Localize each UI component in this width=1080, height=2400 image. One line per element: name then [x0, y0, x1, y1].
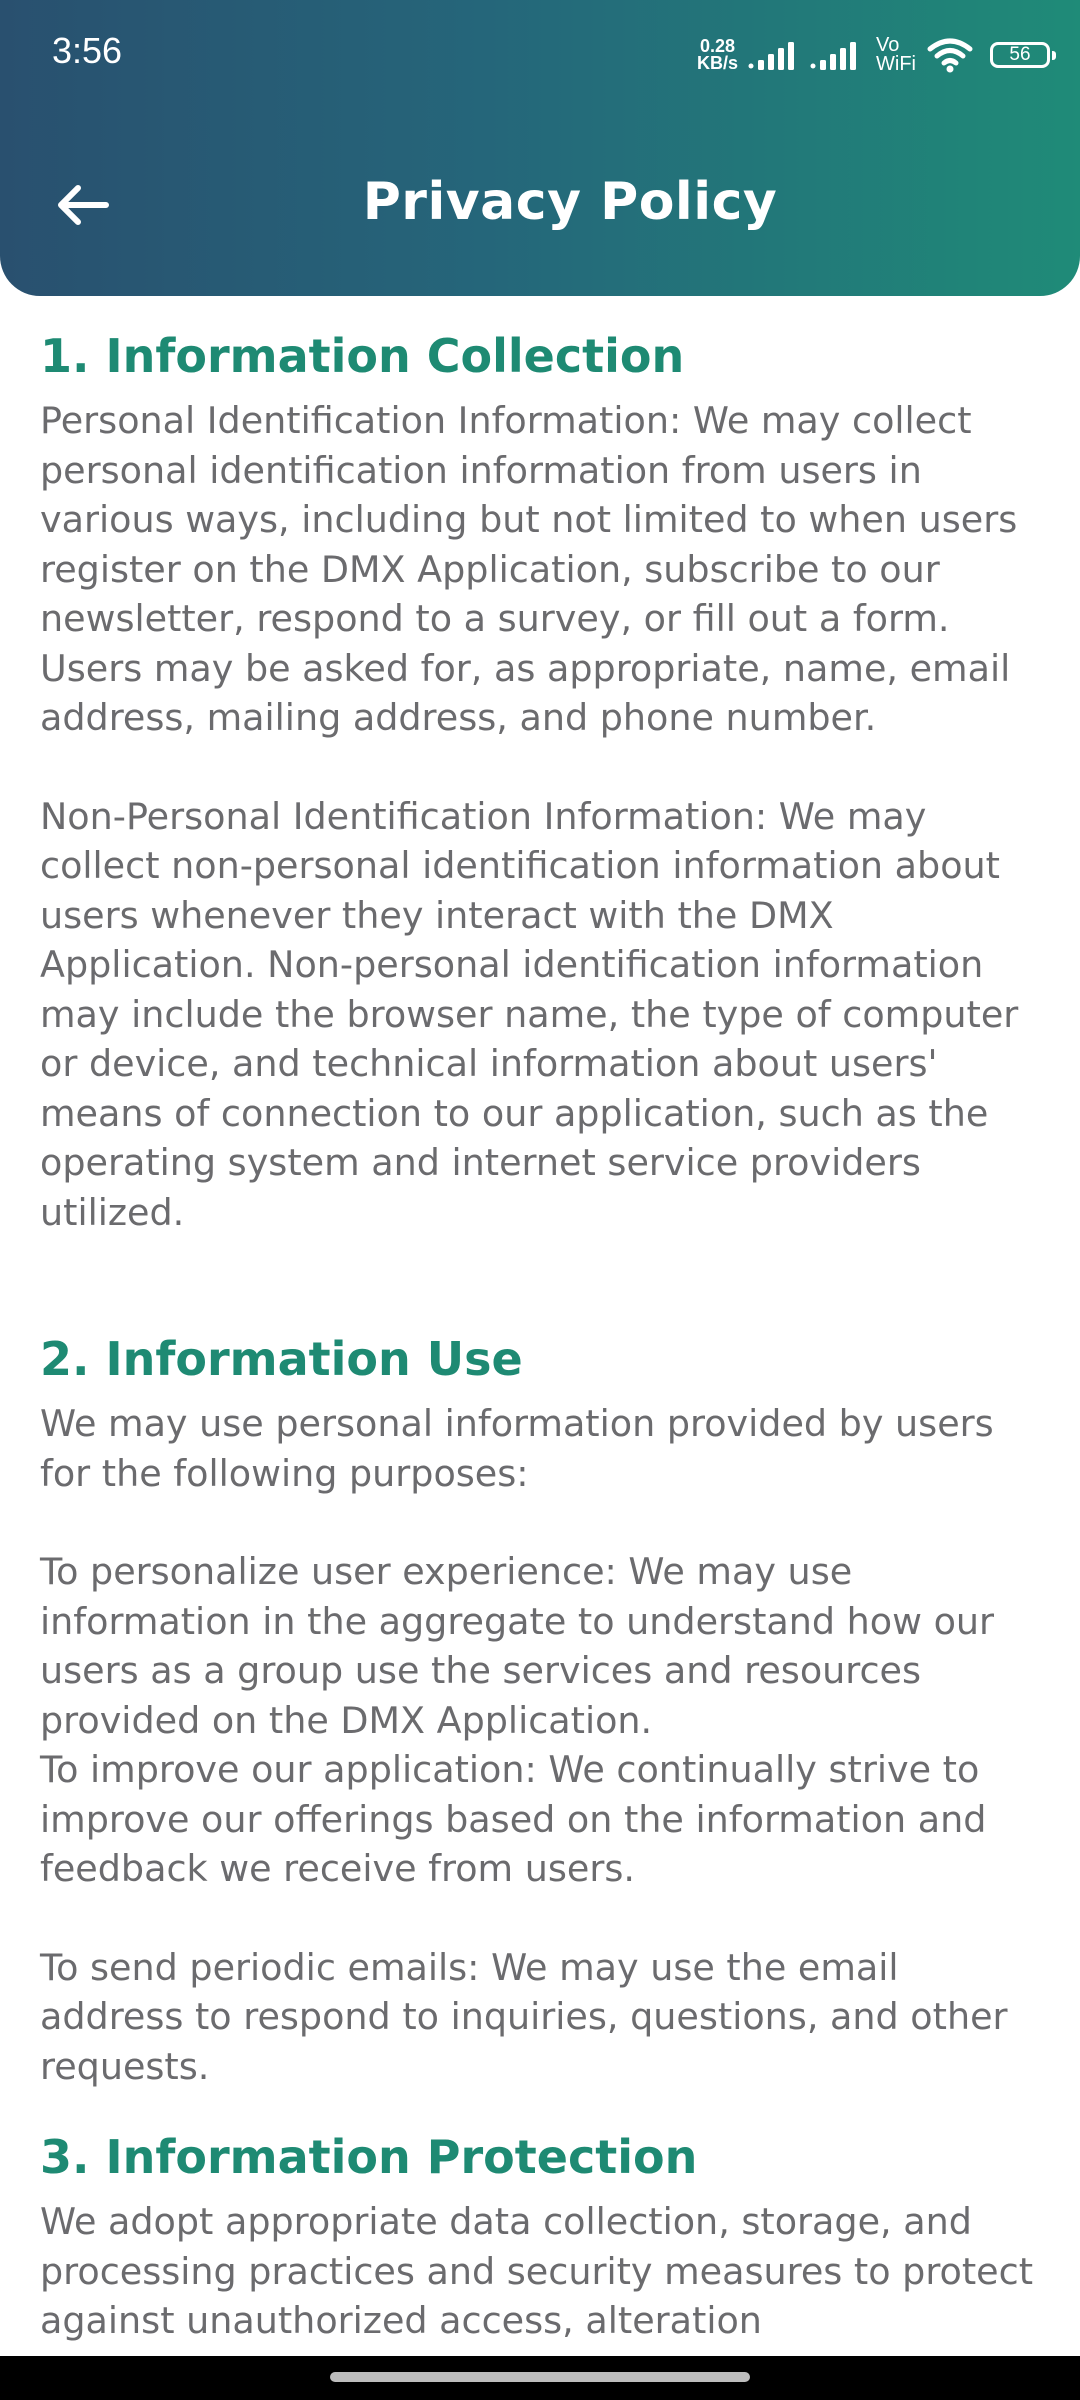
- network-speed-unit: KB/s: [697, 53, 739, 73]
- paragraph-personal-identification: Personal Identification Information: We may collect personal identification information from users in various ways, including but not limited to when users register on the DMX Application, subscribe to our newsletter, respond to a survey, or fill out a form. Users may be asked for, as appropriate, name, email address, mailing address, and phone number.: [40, 399, 1029, 739]
- paragraph-personalize-experience: To personalize user experience: We may use information in the aggregate to understand how our users as a group use the services and resources provided on the DMX Application.: [40, 1550, 1006, 1742]
- status-time: 3:56: [52, 30, 123, 71]
- vowifi-indicator: [876, 36, 916, 74]
- paragraph-improve-application: To improve our application: We continually strive to improve our offerings based on the information and feedback we receive from users.: [40, 1748, 999, 1890]
- app-header: [0, 0, 1080, 296]
- section-title-information-protection: 3. Information Protection: [40, 2130, 698, 2184]
- battery-indicator: 56: [990, 42, 1050, 68]
- signal-icon: [748, 40, 800, 70]
- vowifi-top: Vo: [876, 34, 900, 56]
- home-indicator[interactable]: [330, 2372, 750, 2382]
- policy-content: [40, 328, 1050, 2346]
- paragraph-information-use-intro: We may use personal information provided by users for the following purposes:: [40, 1402, 1006, 1495]
- paragraph-information-protection: We adopt appropriate data collection, storage, and processing practices and security measures to protect against unauthorized access, alteration: [40, 2200, 1045, 2342]
- system-navigation-bar: [0, 2356, 1080, 2400]
- signal-icon-sim2: [810, 40, 862, 70]
- page-title: Privacy Policy: [362, 172, 778, 232]
- section-title-information-use: 2. Information Use: [40, 1332, 523, 1386]
- status-icons: [697, 30, 1050, 80]
- vowifi-bottom: WiFi: [876, 53, 916, 75]
- section-title-information-collection: 1. Information Collection: [40, 329, 685, 383]
- network-speed: [697, 38, 738, 72]
- wifi-icon: [926, 37, 974, 73]
- paragraph-periodic-emails: To send periodic emails: We may use the email address to respond to inquiries, questions, and other requests.: [40, 1945, 1020, 2088]
- paragraph-non-personal-identification: Non-Personal Identification Information: We may collect non-personal identification information about users whenever they interact with the DMX Application. Non-personal identification information may include the browser name, the type of computer or device, and technical information about users' means of connection to our application, such as the operating system and internet service providers utilized.: [40, 794, 1030, 1234]
- network-speed-value: 0.28: [699, 36, 736, 56]
